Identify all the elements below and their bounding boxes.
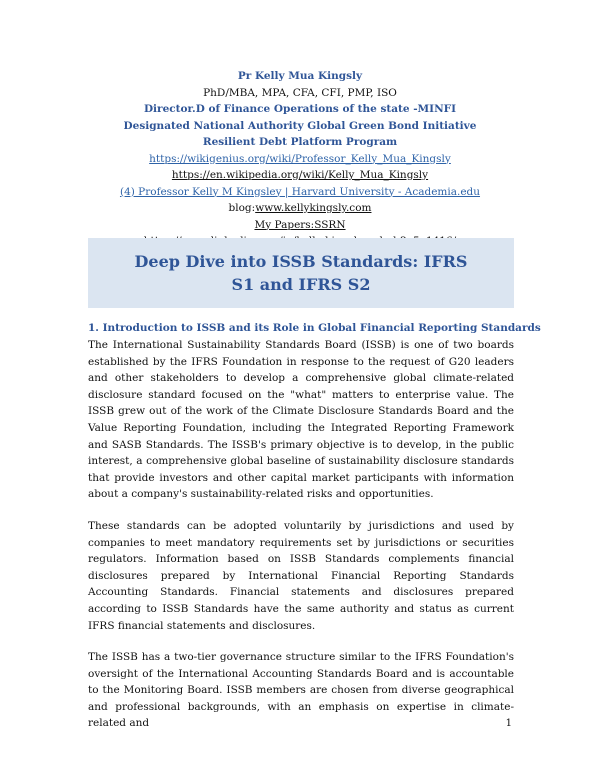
author-role-3: Resilient Debt Platform Program <box>202 136 398 148</box>
author-header <box>0 68 600 250</box>
ssrn-papers-link[interactable]: My Papers:SSRN <box>254 218 346 231</box>
wikipedia-link[interactable]: https://en.wikipedia.org/wiki/Kelly_Mua_Kingsly <box>171 169 429 181</box>
title-banner <box>88 238 514 308</box>
section-heading: 1. Introduction to ISSB and its Role in Global Financial Reporting Standards <box>88 322 541 334</box>
main-content <box>88 320 541 747</box>
paragraph-3: The ISSB has a two-tier governance structure similar to the IFRS Foundation's oversight of the International Accounting Standards Board and is accountable to the Monitoring Board. ISSB members are chosen from diverse geographical and professional backgrounds, with an emphasis on expertise in climate-related and <box>88 651 514 730</box>
author-name: Pr Kelly Mua Kingsly <box>237 70 363 82</box>
author-degrees: PhD/MBA, MPA, CFA, CFI, PMP, ISO <box>203 86 397 99</box>
wikigenius-link[interactable]: https://wikigenius.org/wiki/Professor_Kelly_Mua_Kingsly <box>149 152 451 165</box>
author-role-1: Director.D of Finance Operations of the state -MINFI <box>143 103 457 115</box>
blog-link[interactable]: www.kellykingsly.com <box>255 202 372 214</box>
academia-link[interactable]: (4) Professor Kelly M Kingsley | Harvard University - Academia.edu <box>119 185 481 198</box>
paragraph-2: These standards can be adopted voluntarily by jurisdictions and used by companies to meet mandatory requirements set by jurisdictions or securities regulators. Information based on ISSB Standards complements financial disclosures prepared by International Financial Reporting Standards Accounting Standards. Financial statements and disclosures prepared according to ISSB Standards have the same authority and status as current IFRS financial statements and disclosures. <box>88 519 514 632</box>
page-number: 1 <box>505 718 512 729</box>
author-role-2: Designated National Authority Global Green Bond Initiative <box>123 119 477 132</box>
paragraph-1: The International Sustainability Standards Board (ISSB) is one of two boards established by the IFRS Foundation in response to the request of G20 leaders and other stakeholders to develop a comprehensive global climate-related disclosure standard focused on the "what" matters to enterprise value. The ISSB grew out of the work of the Climate Disclosure Standards Board and the Value Reporting Foundation, including the Integrated Reporting Framework and SASB Standards. The ISSB's primary objective is to develop, in the public interest, a comprehensive global baseline of sustainability disclosure standards that provide investors and other capital market participants with information about a company's sustainability-related risks and opportunities. <box>88 339 514 501</box>
document-title: Deep Dive into ISSB Standards: IFRS S1 and IFRS S2 <box>134 252 468 294</box>
blog-label: blog: <box>228 202 256 214</box>
